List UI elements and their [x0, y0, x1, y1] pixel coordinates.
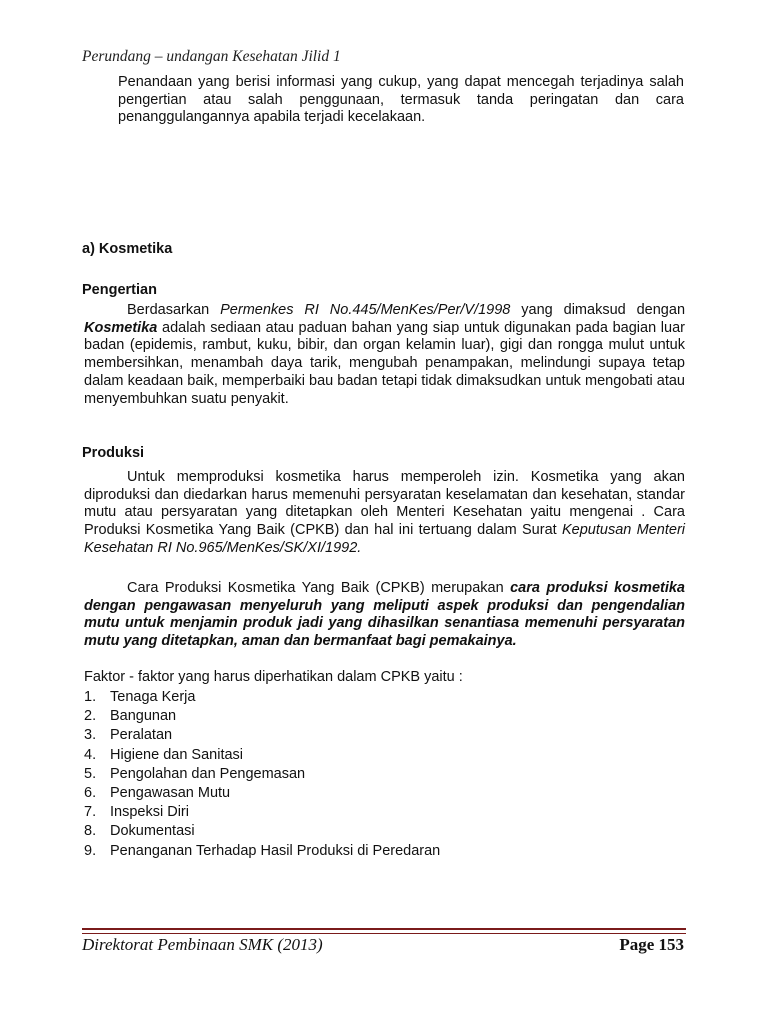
factors-intro: Faktor - faktor yang harus diperhatikan dalam CPKB yaitu :: [84, 669, 463, 685]
list-number: 4.: [84, 746, 97, 763]
list-item: [84, 842, 440, 861]
list-label: Peralatan: [110, 727, 173, 744]
list-item: [84, 746, 440, 765]
list-label: Bangunan: [110, 708, 177, 725]
list-item: [84, 726, 440, 745]
list-number: 8.: [84, 823, 97, 840]
pengertian-text-3: adalah sediaan atau paduan bahan yang siap untuk digunakan pada bagian luar badan (epidemis, rambut, kuku, bibir, dan organ kelamin luar), gigi dan rongga mulut untuk membersihkan, menambah daya tarik, mengubah penampakan, melindungi supaya tetap dalam keadaan baik, memperbaiki bau badan tetapi tidak dimaksudkan untuk mengobati atau menyembuhkan suatu penyakit.: [84, 319, 685, 407]
section-title: a) Kosmetika: [82, 241, 173, 257]
factors-list: [84, 688, 440, 861]
keputusan-reference: Keputusan Menteri Kesehatan RI No.965/MenKes/SK/XI/1992.: [84, 522, 685, 556]
produksi-text-1: Untuk memproduksi kosmetika harus memperoleh izin. Kosmetika yang akan diproduksi dan diedarkan harus memenuhi persyaratan keselamatan dan kesehatan, standar mutu atau persyaratan yang ditetapkan oleh Menteri Kesehatan yaitu mengenai . Cara Produksi Kosmetika Yang Baik (CPKB) dan hal ini tertuang dalam Surat: [84, 469, 685, 539]
list-number: 9.: [84, 842, 97, 859]
pengertian-text-1: Berdasarkan: [127, 302, 221, 318]
list-label: Higiene dan Sanitasi: [110, 746, 244, 763]
list-item: [84, 784, 440, 803]
list-number: 3.: [84, 727, 97, 744]
produksi-heading: Produksi: [82, 445, 145, 461]
list-label: Tenaga Kerja: [110, 689, 196, 705]
page-number: Page 153: [619, 935, 684, 954]
footer-rule-thin: [82, 933, 686, 934]
list-number: 7.: [84, 804, 97, 821]
list-label: Penanganan Terhadap Hasil Produksi di Peredaran: [110, 842, 441, 859]
footer-publisher: Direktorat Pembinaan SMK (2013): [82, 935, 323, 954]
pengertian-text-2: yang dimaksud dengan: [510, 302, 686, 318]
produksi-paragraph-1: [84, 469, 685, 558]
cpkb-definition: cara produksi kosmetika dengan pengawasan menyeluruh yang meliputi aspek produksi dan pengendalian mutu untuk menjamin produk jadi yang dihasilkan senantiasa memenuhi persyaratan mutu yang ditetapkan, aman dan bermanfaat bagi pemakainya.: [84, 580, 685, 650]
list-number: 2.: [84, 708, 97, 725]
pengertian-heading: Pengertian: [82, 282, 157, 298]
list-label: Pengawasan Mutu: [110, 785, 231, 802]
intro-paragraph: Penandaan yang berisi informasi yang cukup, yang dapat mencegah terjadinya salah pengertian atau salah penggunaan, termasuk tanda peringatan dan cara penanggulangannya apabila terjadi kecelakaan.: [118, 74, 684, 126]
footer-rule-thick: [82, 928, 686, 930]
list-label: Inspeksi Diri: [110, 804, 189, 821]
produksi-text-2: Cara Produksi Kosmetika Yang Baik (CPKB) merupakan: [127, 580, 511, 596]
list-number: 1.: [84, 689, 97, 705]
produksi-paragraph-2: [84, 580, 685, 651]
list-number: 5.: [84, 765, 97, 782]
running-header: Perundang – undangan Kesehatan Jilid 1: [82, 48, 341, 65]
list-item: [84, 688, 440, 707]
list-label: Dokumentasi: [110, 823, 195, 840]
permenkes-reference: Permenkes RI No.445/MenKes/Per/V/1998: [220, 302, 511, 318]
kosmetika-term: Kosmetika: [84, 319, 158, 336]
list-item: [84, 765, 440, 784]
list-label: Pengolahan dan Pengemasan: [110, 765, 306, 782]
list-item: [84, 707, 440, 726]
list-item: [84, 822, 440, 841]
pengertian-paragraph: [84, 302, 685, 408]
list-item: [84, 803, 440, 822]
list-number: 6.: [84, 785, 97, 802]
